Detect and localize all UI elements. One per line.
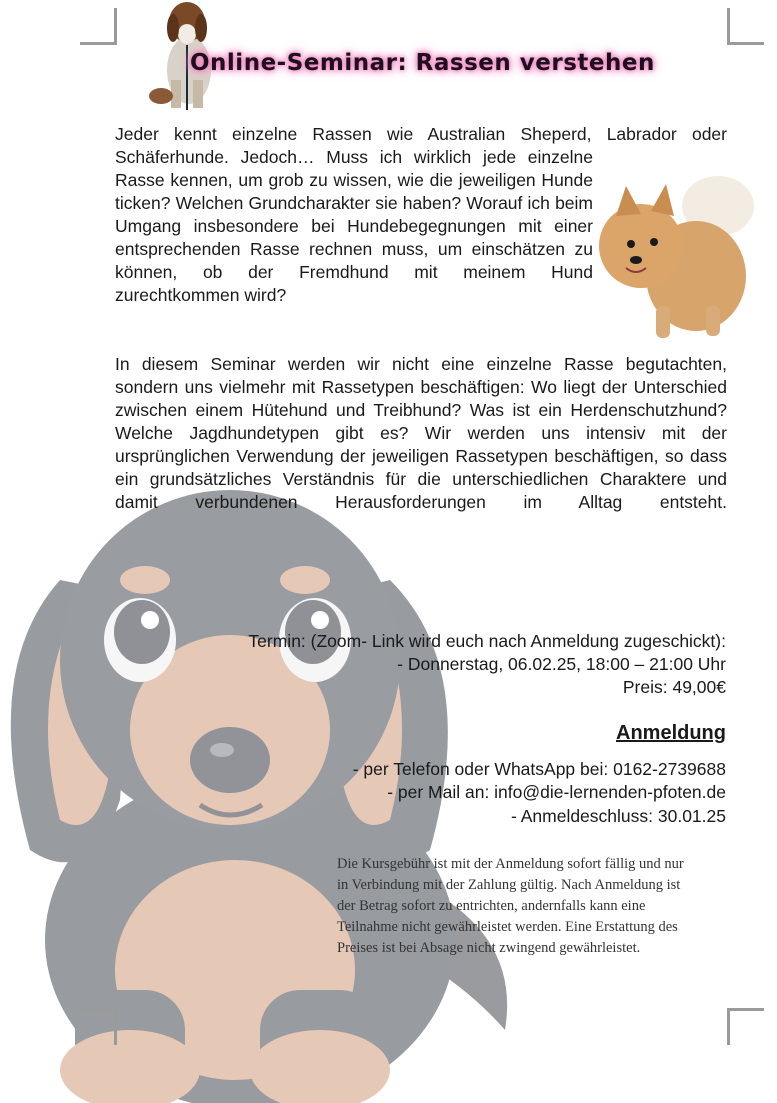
corner-mark-bottom-right <box>727 1008 764 1045</box>
fine-print-line: Die Kursgebühr ist mit der Anmeldung sofort fällig und nur <box>337 856 684 872</box>
fine-print-line: Preises ist bei Absage nicht zwingend gewährleistet. <box>337 940 641 956</box>
page-title: Online-Seminar: Rassen verstehen <box>190 50 655 76</box>
event-termin: Termin: (Zoom- Link wird euch nach Anmeldung zugeschickt): <box>248 631 726 651</box>
fine-print-line: Teilnahme nicht gewährleistet werden. Eine Erstattung des <box>337 919 678 935</box>
seminar-description: In diesem Seminar werden wir nicht eine einzelne Rasse begutachten, sondern uns vielmehr mit Rassetypen beschäftigen: Wo liegt der Unterschied zwischen einem Hütehund und Treibhund? Was ist ein Herdenschutzhund? Welche Jagdhundetypen gibt es? Wir werden uns intensiv mit der ursprünglichen Verwendung der jeweiligen Rassetypen beschäftigen, so dass ein grundsätzliches Verständnis für die unterschiedlichen Charaktere und damit verbundenen Herausforderungen im Alltag entsteht. <box>115 354 727 512</box>
registration-deadline: - Anmeldeschluss: 30.01.25 <box>511 806 726 826</box>
registration-heading: Anmeldung <box>616 722 726 744</box>
fine-print <box>337 854 777 959</box>
corner-mark-top-right <box>727 8 764 45</box>
registration-mail: - per Mail an: info@die-lernenden-pfoten.de <box>387 782 726 802</box>
fine-print-line: der Betrag sofort zu entrichten, andernfalls kann eine <box>337 898 646 914</box>
intro-first-line: Jeder kennt einzelne Rassen wie Australian Sheperd, Labrador oder <box>115 124 727 144</box>
fine-print-line: in Verbindung mit der Zahlung gültig. Nach Anmeldung ist <box>337 877 681 893</box>
corner-mark-top-left <box>80 8 117 45</box>
registration-phone: - per Telefon oder WhatsApp bei: 0162-2739688 <box>352 759 726 779</box>
pomeranian-image <box>596 166 756 342</box>
intro-paragraph: Schäferhunde. Jedoch… Muss ich wirklich jede einzelne Rasse kennen, um grob zu wissen, wie die jeweiligen Hunde ticken? Welchen Grundcharakter sie haben? Worauf ich beim Umgang insbesondere bei Hundebegegnungen mit einer entsprechenden Rasse rechnen muss, um einschätzen zu können, ob der Fremdhund mit meinem Hund zurechtkommen wird? <box>115 147 593 305</box>
corner-mark-bottom-left <box>80 1008 117 1045</box>
event-date: - Donnerstag, 06.02.25, 18:00 – 21:00 Uhr <box>397 654 726 674</box>
event-price: Preis: 49,00€ <box>622 677 726 697</box>
